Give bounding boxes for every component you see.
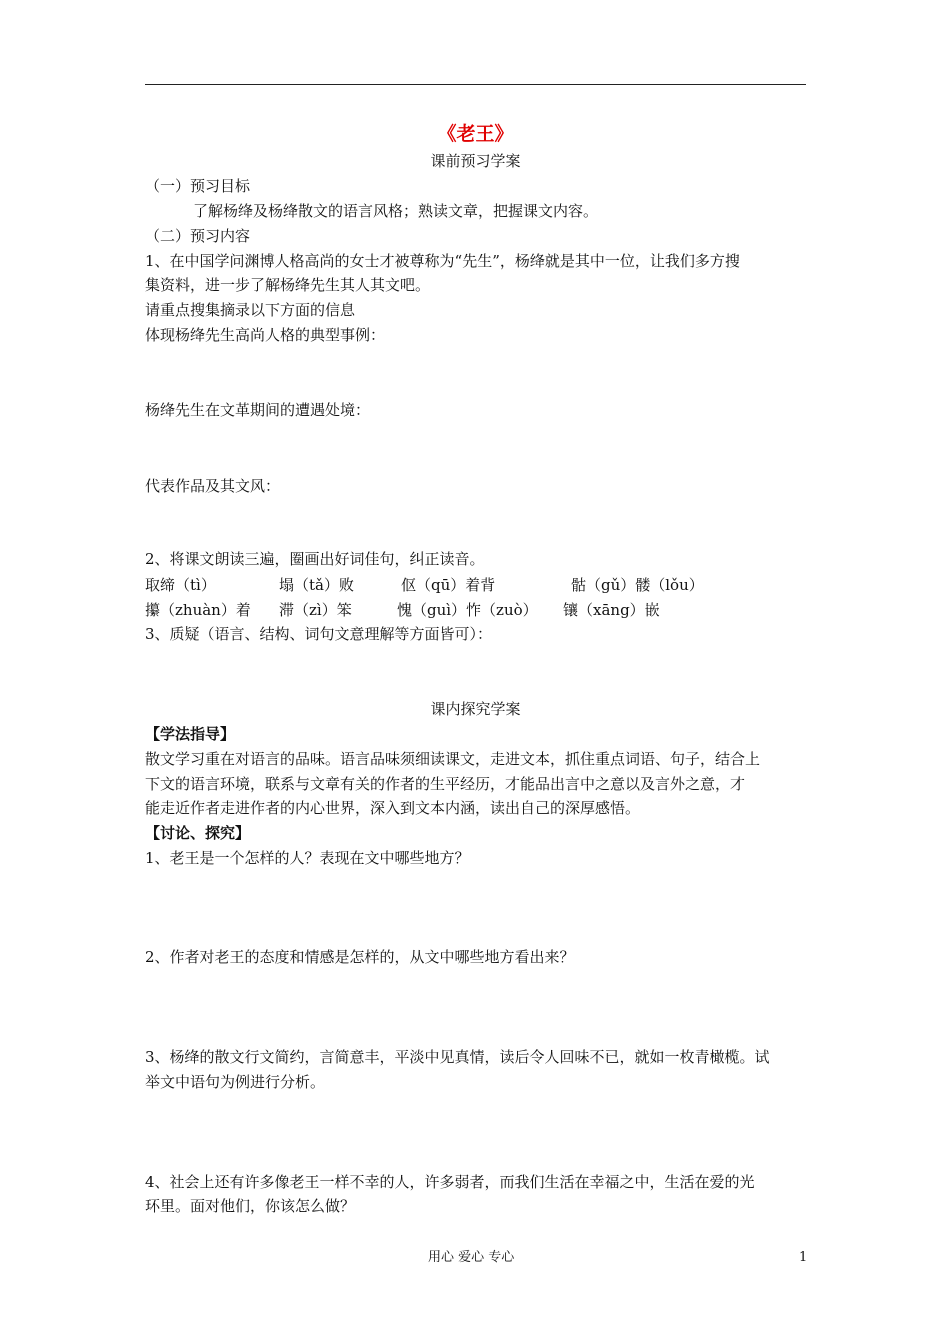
item3: 3、质疑（语言、结构、词句文意理解等方面皆可）： — [145, 625, 493, 643]
question-3-line2: 举文中语句为例进行分析。 — [145, 1073, 326, 1091]
word-1: 取缔（tì） — [145, 576, 216, 594]
goal-text: 了解杨绛及杨绛散文的语言风格；熟读文章，把握课文内容。 — [193, 202, 599, 220]
word-6: 滞（zì）笨 — [279, 601, 352, 619]
question-experience: 杨绛先生在文革期间的遭遇处境： — [145, 401, 371, 419]
header-rule — [145, 84, 806, 85]
word-7: 愧（guì）怍（zuò） — [397, 601, 538, 619]
question-works: 代表作品及其文风： — [145, 477, 281, 495]
discuss-heading: 【讨论、探究】 — [145, 824, 251, 842]
item1-line2: 集资料，进一步了解杨绛先生其人其文吧。 — [145, 276, 431, 294]
word-4: 骷（gǔ）髅（lǒu） — [571, 576, 704, 594]
goal-heading: （一）预习目标 — [145, 177, 251, 195]
question-1: 1、老王是一个怎样的人？表现在文中哪些地方？ — [145, 849, 470, 867]
item1-line1: 1、在中国学问渊博人格高尚的女士才被尊称为“先生”，杨绛就是其中一位，让我们多方搜 — [145, 252, 740, 270]
document-title: 《老王》 — [437, 123, 514, 145]
item2: 2、将课文朗读三遍，圈画出好词佳句，纠正读音。 — [145, 550, 485, 568]
question-3-line1: 3、杨绛的散文行文简约，言简意丰，平淡中见真情，读后令人回味不已，就如一枚青橄榄。试 — [145, 1048, 770, 1066]
word-8: 镶（xāng）嵌 — [563, 601, 660, 619]
word-2: 塌（tǎ）败 — [279, 576, 354, 594]
method-line-3: 能走近作者走进作者的内心世界，深入到文本内涵，读出自己的深厚感悟。 — [145, 799, 641, 817]
question-4-line1: 4、社会上还有许多像老王一样不幸的人，许多弱者，而我们生活在幸福之中，生活在爱的光 — [145, 1173, 755, 1191]
question-personality: 体现杨绛先生高尚人格的典型事例： — [145, 326, 386, 344]
focus-instruction: 请重点搜集摘录以下方面的信息 — [145, 301, 356, 319]
word-3: 伛（qū）着背 — [401, 576, 496, 594]
section-heading-explore: 课内探究学案 — [430, 700, 521, 718]
word-5: 攥（zhuàn）着 — [145, 601, 251, 619]
section-heading-preview: 课前预习学案 — [430, 152, 521, 170]
method-line-1: 散文学习重在对语言的品味。语言品味须细读课文，走进文本，抓住重点词语、句子，结合上 — [145, 750, 761, 768]
footer-motto: 用心 爱心 专心 — [428, 1250, 515, 1265]
question-4-line2: 环里。面对他们，你该怎么做？ — [145, 1197, 356, 1215]
method-heading: 【学法指导】 — [145, 725, 236, 743]
page-number: 1 — [799, 1250, 808, 1265]
content-heading: （二）预习内容 — [145, 227, 251, 245]
question-2: 2、作者对老王的态度和情感是怎样的，从文中哪些地方看出来？ — [145, 948, 575, 966]
method-line-2: 下文的语言环境，联系与文章有关的作者的生平经历，才能品出言中之意以及言外之意，才 — [145, 775, 746, 793]
